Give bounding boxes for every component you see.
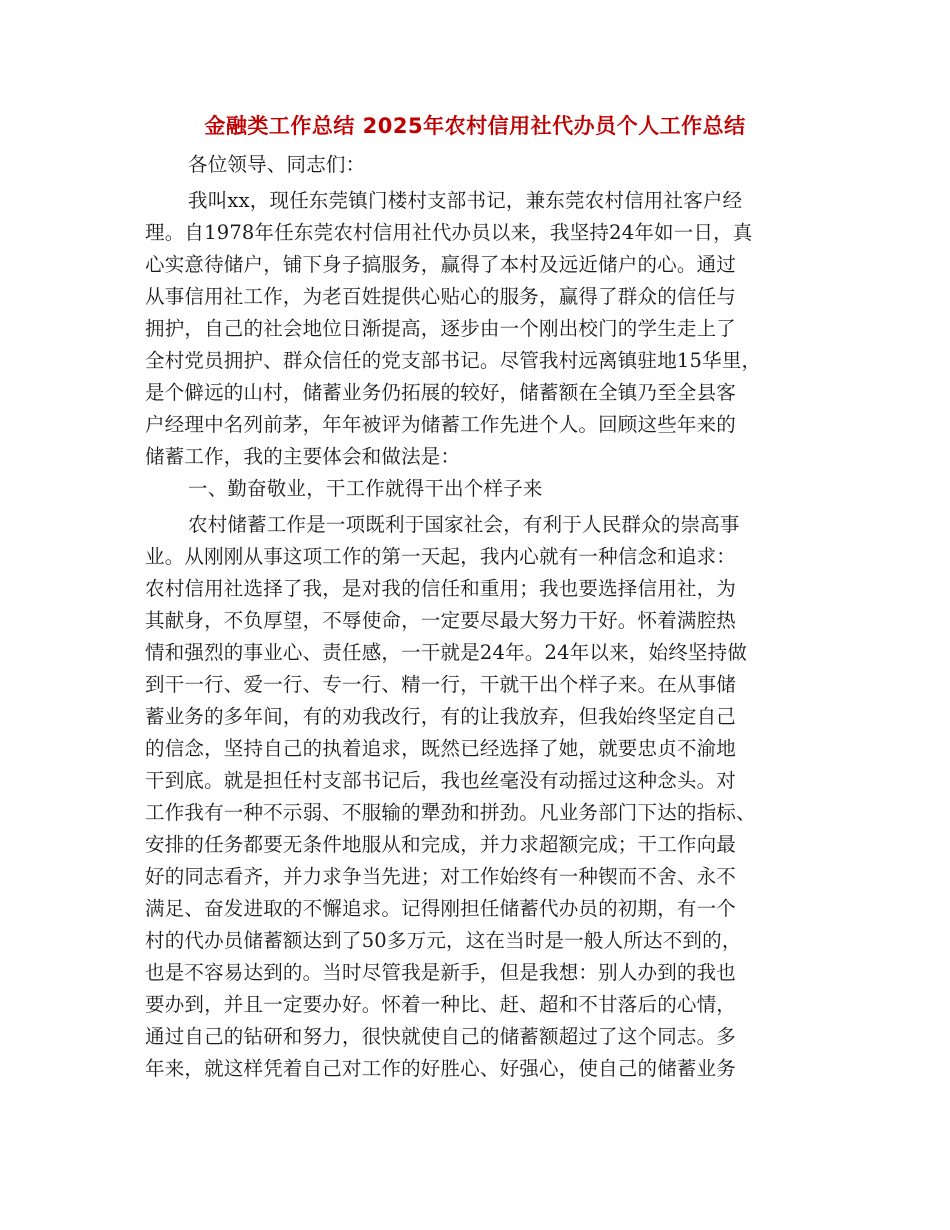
paragraph-line: 户经理中名列前茅，年年被评为储蓄工作先进个人。回顾这些年来的 bbox=[145, 413, 737, 436]
paragraph-line: 业。从刚刚从事这项工作的第一天起，我内心就有一种信念和追求： bbox=[145, 545, 737, 568]
paragraph-line: 情和强烈的事业心、责任感，一干就是24年。24年以来，始终坚持做 bbox=[145, 641, 748, 664]
salutation: 各位领导、同志们： bbox=[188, 153, 366, 176]
paragraph-line: 农村信用社选择了我，是对我的信任和重用；我也要选择信用社，为 bbox=[145, 577, 737, 600]
paragraph-line: 要办到，并且一定要办好。怀着一种比、赶、超和不甘落后的心情， bbox=[145, 993, 737, 1016]
paragraph-line: 安排的任务都要无条件地服从和完成，并力求超额完成；干工作向最 bbox=[145, 833, 737, 856]
paragraph-line: 从事信用社工作，为老百姓提供心贴心的服务，赢得了群众的信任与 bbox=[145, 285, 737, 308]
paragraph-line: 也是不容易达到的。当时尽管我是新手，但是我想：别人办到的我也 bbox=[145, 961, 737, 984]
paragraph-line: 满足、奋发进取的不懈追求。记得刚担任储蓄代办员的初期，有一个 bbox=[145, 897, 737, 920]
paragraph-line: 村的代办员储蓄额达到了50多万元，这在当时是一般人所达不到的， bbox=[145, 929, 742, 952]
paragraph-line: 通过自己的钻研和努力，很快就使自己的储蓄额超过了这个同志。多 bbox=[145, 1025, 737, 1048]
paragraph-line: 农村储蓄工作是一项既利于国家社会，有利于人民群众的崇高事 bbox=[188, 513, 740, 536]
paragraph-line: 好的同志看齐，并力求争当先进；对工作始终有一种锲而不舍、永不 bbox=[145, 865, 737, 888]
paragraph-line: 储蓄工作，我的主要体会和做法是： bbox=[145, 445, 461, 468]
paragraph-line: 干到底。就是担任村支部书记后，我也丝毫没有动摇过这种念头。对 bbox=[145, 769, 737, 792]
paragraph-line: 年来，就这样凭着自己对工作的好胜心、好强心，使自己的储蓄业务 bbox=[145, 1057, 737, 1080]
paragraph-line: 到干一行、爱一行、专一行、精一行，干就干出个样子来。在从事储 bbox=[145, 673, 737, 696]
paragraph-line: 理。自1978年任东莞农村信用社代办员以来，我坚持24年如一日，真 bbox=[145, 221, 753, 244]
section-heading: 一、勤奋敬业，干工作就得干出个样子来 bbox=[188, 477, 543, 500]
paragraph-line: 全村党员拥护、群众信任的党支部书记。尽管我村远离镇驻地15华里， bbox=[145, 349, 762, 372]
paragraph-line: 拥护，自己的社会地位日渐提高，逐步由一个刚出校门的学生走上了 bbox=[145, 317, 737, 340]
document-title: 金融类工作总结 2025年农村信用社代办员个人工作总结 bbox=[204, 114, 746, 138]
paragraph-line: 我叫xx，现任东莞镇门楼村支部书记，兼东莞农村信用社客户经 bbox=[188, 189, 743, 212]
paragraph-line: 蓄业务的多年间，有的劝我改行，有的让我放弃，但我始终坚定自己 bbox=[145, 705, 737, 728]
paragraph-line: 心实意待储户，铺下身子搞服务，赢得了本村及远近储户的心。通过 bbox=[145, 253, 737, 276]
paragraph-line: 是个僻远的山村，储蓄业务仍拓展的较好，储蓄额在全镇乃至全县客 bbox=[145, 381, 737, 404]
paragraph-line: 其献身，不负厚望，不辱使命，一定要尽最大努力干好。怀着满腔热 bbox=[145, 609, 737, 632]
paragraph-line: 的信念，坚持自己的执着追求，既然已经选择了她，就要忠贞不渝地 bbox=[145, 737, 737, 760]
paragraph-line: 工作我有一种不示弱、不服输的犟劲和拼劲。凡业务部门下达的指标、 bbox=[145, 801, 756, 824]
